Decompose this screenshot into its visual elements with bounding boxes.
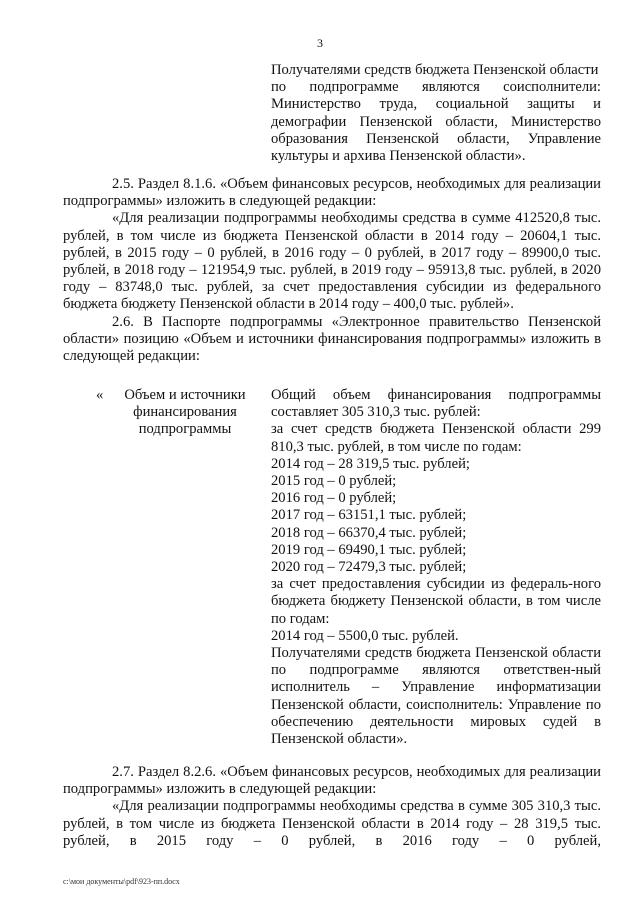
section-2-5 [63,176,601,365]
table-line: 2014 год – 5500,0 тыс. рублей. [271,627,459,644]
table-line: 2017 год – 63151,1 тыс. рублей; [271,507,467,524]
section-2-6-heading: 2.6. В Паспорте подпрограммы «Электронное правительство Пензенской области» позицию «Объем и источники финансирования подпрограммы» изложить в следующей редакции: [63,313,601,365]
recipients-line: Получателями средств бюджета Пензенской области [271,62,599,78]
recipients-line: демографии Пензенской области, Министерство [271,113,601,130]
table-line: за счет средств бюджета Пензенской области 299 810,3 тыс. рублей, в том числе по годам: [271,421,601,455]
section-2-7 [63,764,601,850]
table-line: 2020 год – 72479,3 тыс. рублей; [271,559,467,576]
footer-file-path: c:\мои документы\pdf\923-пп.docx [63,877,180,886]
table-line: Получателями средств бюджета Пензенской области по подпрограмме являются ответствен-ный исполнитель – Управление информатизации Пензенской области, соисполнитель: Управление по обеспечению деятельности мировых судей в Пензенской области». [271,645,601,748]
table-line: 2015 год – 0 рублей; [271,473,397,490]
recipients-block [271,62,601,165]
table-line: 2014 год – 28 319,5 тыс. рублей; [271,455,470,472]
table-right-cell [271,387,601,748]
recipients-line: образования Пензенской области, Управление [271,130,601,147]
section-2-5-heading: 2.5. Раздел 8.1.6. «Объем финансовых ресурсов, необходимых для реализации подпрограммы» изложить в следующей редакции: [63,176,601,210]
section-2-5-quote: «Для реализации подпрограммы необходимы средства в сумме 412520,8 тыс. рублей, в том числе из бюджета Пензенской области в 2014 году – 20604,1 тыс. рублей, в 2015 году – 0 рублей, в 2016 году – 0 рублей, в 2017 году – 89900,0 тыс. рублей, в 2018 году – 121954,9 тыс. рублей, в 2019 году – 95913,8 тыс. рублей, в 2020 году – 83748,0 тыс. рублей, за счет предоставления субсидии из федерального бюджета бюджету Пензенской области в 2014 году – 400,0 тыс. рублей». [63,210,601,313]
section-2-7-quote: «Для реализации подпрограммы необходимы средства в сумме 305 310,3 тыс. рублей, в том числе из бюджета Пензенской области в 2014 году – 28 319,5 тыс. рублей, в 2015 году – 0 рублей, в 2016 году – 0 рублей, [63,798,601,849]
table-line: за счет предоставления субсидии из федераль-ного бюджета бюджету Пензенской области, в том числе по годам: [271,576,601,627]
opening-quote: « [96,387,104,403]
recipients-line: по подпрограмме являются соисполнители: [271,79,601,96]
table-line: Общий объем финансирования подпрограммы составляет 305 310,3 тыс. рублей: [271,387,601,421]
recipients-line: Министерство труда, социальной защиты и [271,96,601,113]
table-left-label: Объем и источники финансирования подпрограммы [124,387,246,438]
page-number: 3 [317,36,323,50]
recipients-line: культуры и архива Пензенской области». [271,148,526,165]
table-line: 2019 год – 69490,1 тыс. рублей; [271,541,467,558]
table-line: 2018 год – 66370,4 тыс. рублей; [271,524,467,541]
table-line: 2016 год – 0 рублей; [271,490,397,507]
section-2-7-heading: 2.7. Раздел 8.2.6. «Объем финансовых ресурсов, необходимых для реализации подпрограммы» изложить в следующей редакции: [63,764,601,798]
